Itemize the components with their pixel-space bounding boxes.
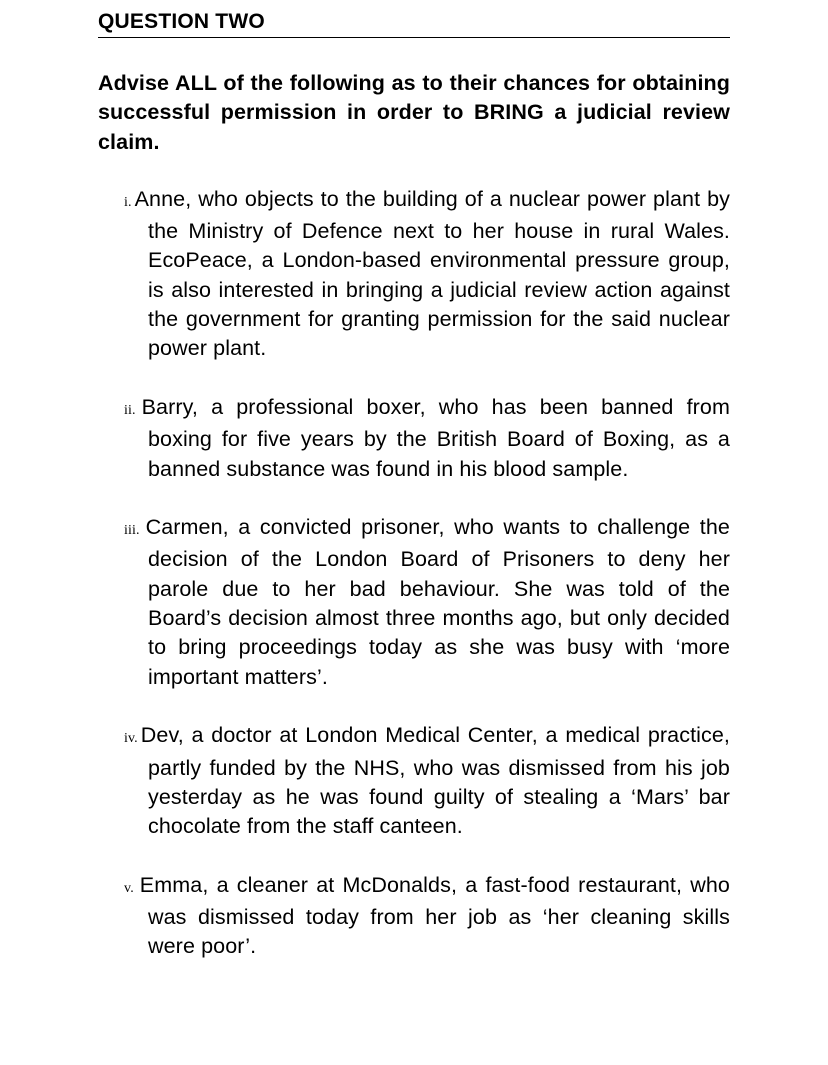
question-heading: QUESTION TWO [98,10,730,38]
scenario-item-emma [124,871,730,962]
scenario-list [98,185,730,962]
item-text: Anne, who objects to the building of a nuclear power plant by the Ministry of Defence next to her house in rural Wales. EcoPeace, a London-based environmental pressure group, is also interested in bringing a judicial review action against the government for granting permission for the said nuclear power plant. [134,186,730,361]
item-numeral: i. [124,194,132,210]
scenario-item-barry [124,393,730,484]
question-instruction: Advise ALL of the following as to their chances for obtaining successful permission in order to BRING a judicial review claim. [98,71,730,154]
item-numeral: iii. [124,523,140,539]
item-text: Dev, a doctor at London Medical Center, a medical practice, partly funded by the NHS, who was dismissed from his job yesterday as he was found guilty of stealing a ‘Mars’ bar chocolate from the staff canteen. [140,723,730,839]
item-text: Barry, a professional boxer, who has been banned from boxing for five years by the British Board of Boxing, as a banned substance was found in his blood sample. [141,394,730,481]
item-numeral: ii. [124,402,136,418]
item-text: Carmen, a convicted prisoner, who wants to challenge the decision of the London Board of Prisoners to deny her parole due to her bad behaviour. She was told of the Board’s decision almost three months ago, but only decided to bring proceedings today as she was busy with ‘more important matters’. [145,515,730,689]
item-numeral: iv. [124,731,138,747]
document-page [98,0,730,991]
scenario-item-carmen [124,513,730,692]
scenario-item-anne [124,185,730,364]
item-text: Emma, a cleaner at McDonalds, a fast-food restaurant, who was dismissed today from her job as ‘her cleaning skills were poor’. [139,872,730,959]
scenario-item-dev [124,721,730,841]
item-numeral: v. [124,880,134,896]
